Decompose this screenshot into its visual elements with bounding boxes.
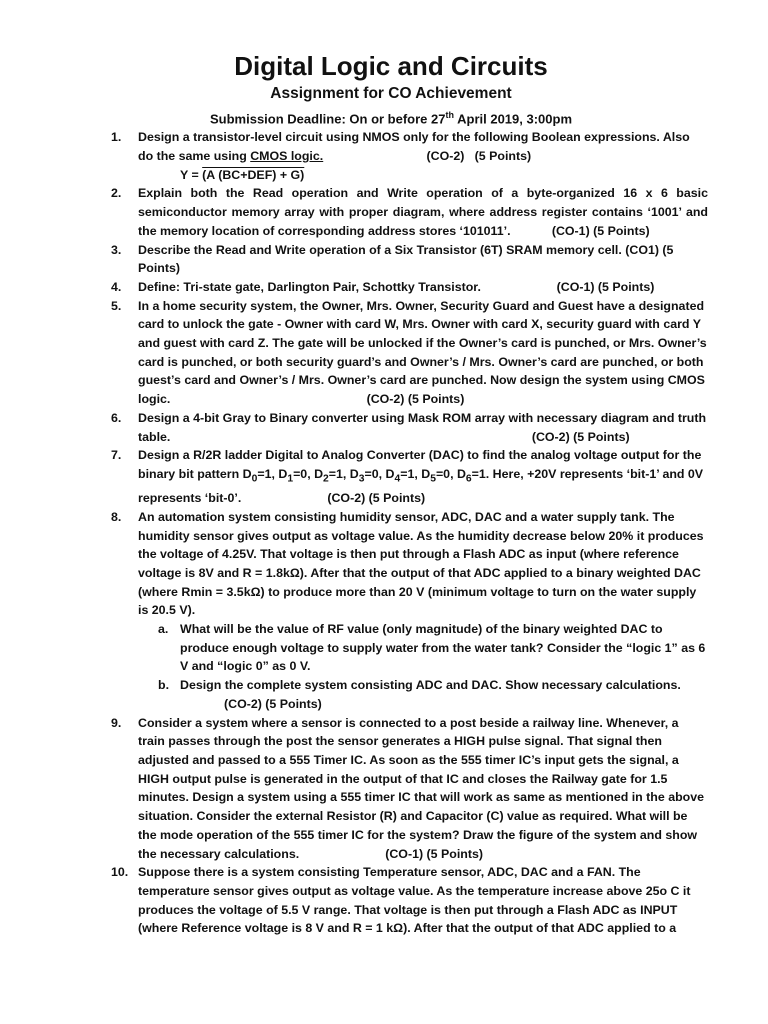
co-points-tag: (CO-2) (5 Points) xyxy=(170,392,465,407)
question-6: 6. Design a 4-bit Gray to Binary converter using Mask ROM array with necessary diagram and truth table. (CO-2) (5 Points) xyxy=(111,410,707,444)
question-list xyxy=(74,128,708,938)
sub-question-b: b. Design the complete system consisting ADC and DAC. Show necessary calculations. xyxy=(158,678,681,693)
document-subtitle: Assignment for CO Achievement xyxy=(270,85,512,102)
co-points-tag: (CO-1) (5 Points) xyxy=(480,279,655,294)
document-title: Digital Logic and Circuits xyxy=(234,51,548,81)
co-points-tag: (CO-2) (5 Points) xyxy=(323,149,532,164)
sub-question-a: a. What will be the value of RF value (only magnitude) of the binary weighted DAC to produce enough voltage to supply water from the water tank? Consider the “logic 1” as 6 V and “logic 0” as 0 V. xyxy=(158,622,706,674)
question-3: 3. Describe the Read and Write operation of a Six Transistor (6T) SRAM memory cell. (CO1) (5 Points) xyxy=(111,242,674,276)
question-1: 1. Design a transistor-level circuit using NMOS only for the following Boolean expressions. Also do the same using CMOS logic. (CO-2) (5 Points) Y = (A (BC+DEF) + G) xyxy=(74,128,708,184)
co-points-tag: (CO-2) (5 Points) xyxy=(241,491,426,506)
boolean-expression: Y = (A (BC+DEF) + G) xyxy=(180,167,305,182)
co-points-tag: (CO-2) (5 Points) xyxy=(224,696,322,711)
co-points-tag: (CO-1) (5 Points) xyxy=(510,223,650,238)
co-points-tag: (CO-1) (5 Points) xyxy=(299,846,483,861)
question-7: 7. Design a R/2R ladder Digital to Analog Converter (DAC) to find the analog voltage output for the binary bit pattern $D_0=1$, $D_1=0$, $D_2=1$, $D_3=0$, $D_4=1$, $D_5=0$, $D_6=1$. Here, +20V represents ‘bit-1’ and 0V represents ‘bit-0’. (CO-2) (5 Points) xyxy=(111,448,704,506)
question-5: 5. In a home security system, the Owner, Mrs. Owner, Security Guard and Guest have a designated card to unlock the gate - Owner with card W, Mrs. Owner with card X, security guard with card Y and guest with card Z. The gate will be unlocked if the Owner’s card is punched, or Mrs. Owner’s card is punched, or both security guard’s and Owner’s / Mrs. Owner’s card are punched, or both guest’s card and Owner’s / Mrs. Owner’s card are punched. Now design the system using CMOS logic. (CO-2) (5 Points) xyxy=(111,298,707,407)
question-8: 8. An automation system consisting humidity sensor, ADC, DAC and a water supply tank. The humidity sensor gives output as voltage value. As the humidity decrease below 20% it produces the voltage of 4.25V. That voltage is then put through a Flash ADC as input (where reference voltage is 8V and R = 1.8kΩ). After that the output of that ADC applied to a binary weighted DAC (where Rmin = 3.5kΩ) to produce more than 20 V (minimum voltage to turn on the water supply is 20.5 V). a. What will be the value of RF value (only magnitude) of the binary weighted DAC to produce enough voltage to supply water from the water tank? Consider the “logic 1” as 6 V and “logic 0” as 0 V. b. Design the complete system consisting ADC and DAC. Show necessary calculations. (CO-2) (5 Points) xyxy=(74,508,708,714)
question-9: 9. Consider a system where a sensor is connected to a post beside a railway line. Whenever, a train passes through the post the sensor generates a HIGH pulse signal. That signal then adjusted and passed to a 555 Timer IC. As soon as the 555 timer IC’s input gets the signal, a HIGH output pulse is generated in the output of that IC and closes the Railway gate for 1.5 minutes. Design a system using a 555 timer IC that will work as same as mentioned in the above situation. Consider the external Resistor (R) and Capacitor (C) value as required. What will be the mode operation of the 555 timer IC for the system? Draw the figure of the system and show the necessary calculations. (CO-1) (5 Points) xyxy=(111,715,705,861)
submission-deadline: Submission Deadline: On or before 27th April 2019, 3:00pm xyxy=(209,110,572,127)
question-2: 2. Explain both the Read operation and Write operation of a byte-organized 16 x 6 basic semiconductor memory array with proper diagram, where address register contains ‘1001’ and the memory location of corresponding address stores ‘101011’. (CO-1) (5 Points) xyxy=(111,186,708,238)
question-4: 4. Define: Tri-state gate, Darlington Pair, Schottky Transistor. (CO-1) (5 Points) xyxy=(111,279,655,294)
question-10: 10. Suppose there is a system consisting Temperature sensor, ADC, DAC and a FAN. The temperature sensor gives output as voltage value. As the temperature increase above 25o C it produces the voltage of 5.5 V range. That voltage is then put through a Flash ADC as INPUT (where Reference voltage is 8 V and R = 1 kΩ). After that the output of that ADC applied to a xyxy=(111,865,691,936)
co-points-tag: (CO-2) (5 Points) xyxy=(170,429,630,444)
